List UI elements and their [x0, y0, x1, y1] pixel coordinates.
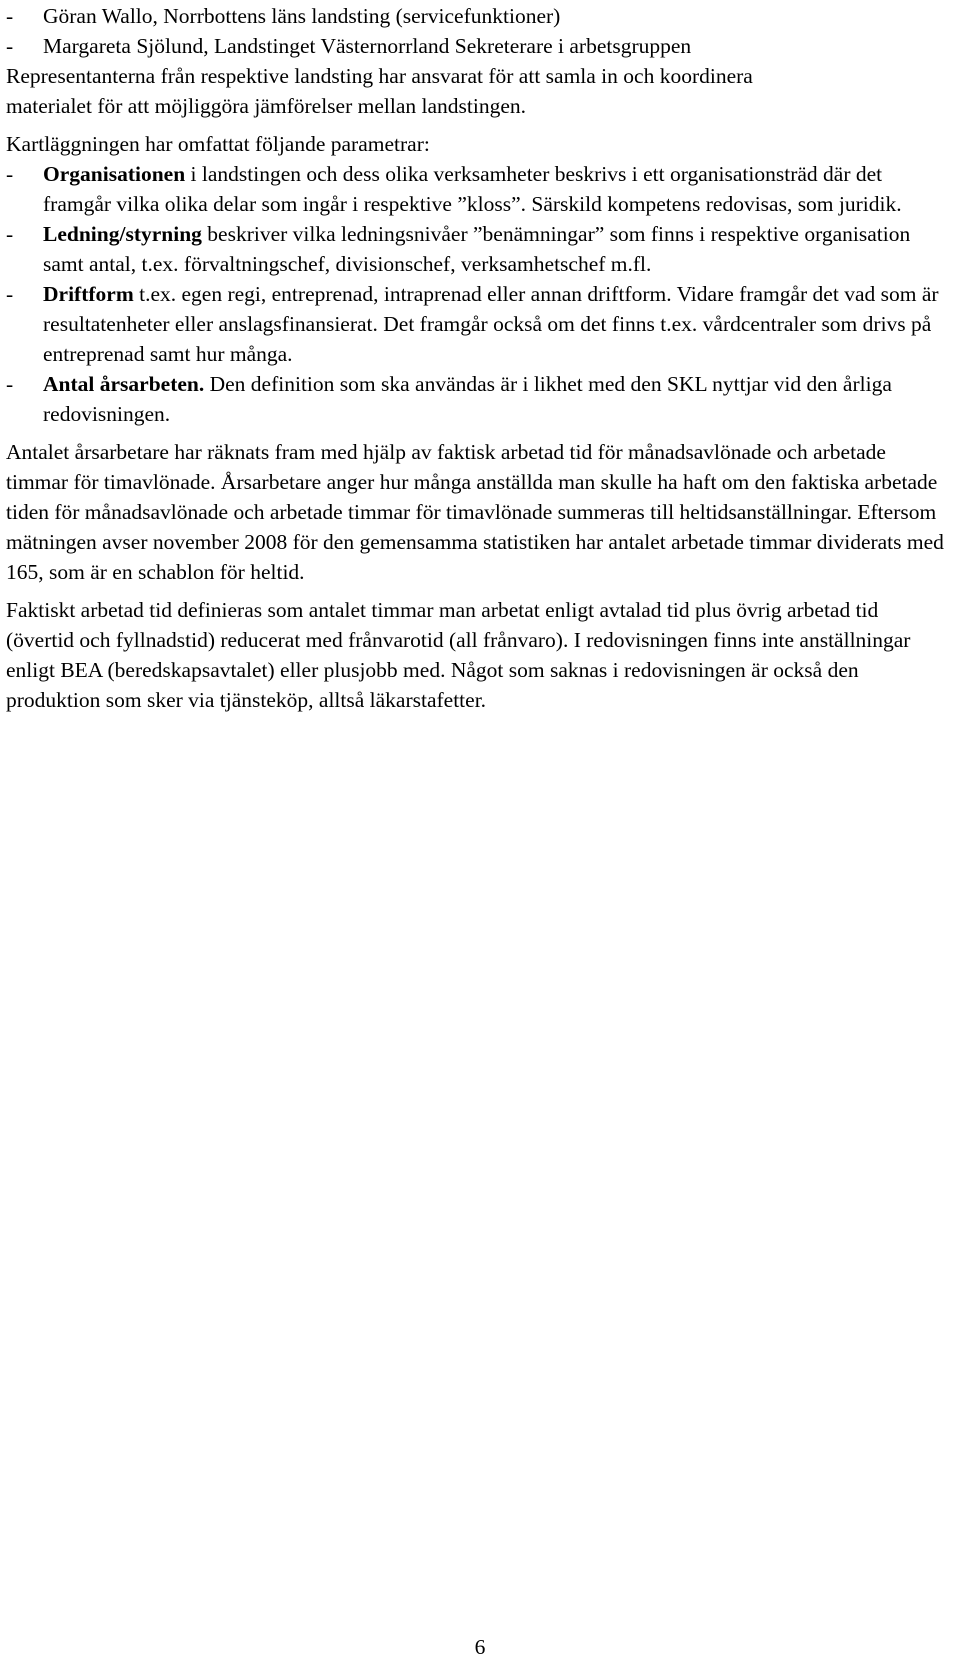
member-line [6, 1, 946, 31]
list-dash: - [6, 282, 14, 306]
parameter-item [6, 369, 946, 429]
list-dash: - [6, 372, 14, 396]
parameter-term: Driftform [43, 282, 134, 306]
parameter-description: Den definition som ska användas är i likhet med den SKL nyttjar vid den årliga redovisningen. [43, 372, 892, 426]
list-dash: - [6, 34, 14, 58]
parameters-heading: Kartläggningen har omfattat följande parametrar: [6, 132, 430, 156]
page-content [6, 1, 946, 715]
parameter-description: t.ex. egen regi, entreprenad, intraprenad eller annan driftform. Vidare framgår det vad som är resultatenheter eller anslagsfinansierat. Det framgår också om det finns t.ex. vårdcentraler som drivs på entreprenad samt hur många. [43, 282, 939, 366]
parameter-item [6, 159, 946, 219]
parameter-description: beskriver vilka ledningsnivåer ”benämningar” som finns i respektive organisation samt antal, t.ex. förvaltningschef, divisionschef, verksamhetschef m.fl. [43, 222, 911, 276]
faktiskt-arbetad-tid-paragraph: Faktiskt arbetad tid definieras som antalet timmar man arbetat enligt avtalad tid plus övrig arbetad tid (övertid och fyllnadstid) reducerat med frånvarotid (all frånvaro). I redovisningen finns inte anställningar enligt BEA (beredskapsavtalet) eller plusjobb med. Något som saknas i redovisningen är också den produktion som sker via tjänsteköp, alltså läkarstafetter. [6, 598, 911, 712]
parameter-item [6, 279, 946, 369]
parameter-item [6, 219, 946, 279]
page-number: 6 [474, 1635, 486, 1659]
list-dash: - [6, 162, 14, 186]
intro-line: materialet för att möjliggöra jämförelser mellan landstingen. [6, 94, 526, 118]
intro-line: Representanterna från respektive landsting har ansvarat för att samla in och koordinera [6, 64, 753, 88]
member-text: Margareta Sjölund, Landstinget Västernorrland Sekreterare i arbetsgruppen [43, 34, 692, 58]
parameter-term: Ledning/styrning [43, 222, 202, 246]
member-text: Göran Wallo, Norrbottens läns landsting (servicefunktioner) [43, 4, 561, 28]
parameter-description: i landstingen och dess olika verksamheter beskrivs i ett organisationsträd där det framgår vilka olika delar som ingår i respektive ”kloss”. Särskild kompetens redovisas, som juridik. [43, 162, 902, 216]
parameter-term: Antal årsarbeten. [43, 372, 205, 396]
arsarbetare-paragraph: Antalet årsarbetare har räknats fram med hjälp av faktisk arbetad tid för månadsavlönade och arbetade timmar för timavlönade. Årsarbetare anger hur många anställda man skulle ha haft om den faktiska arbetade tiden för månadsavlönade och arbetade timmar för timavlönade summeras till heltidsanställningar. Eftersom mätningen avser november 2008 för den gemensamma statistiken har antalet arbetade timmar dividerats med 165, som är en schablon för heltid. [6, 440, 944, 584]
member-line [6, 31, 946, 61]
list-dash: - [6, 222, 14, 246]
parameter-term: Organisationen [43, 162, 186, 186]
list-dash: - [6, 4, 14, 28]
